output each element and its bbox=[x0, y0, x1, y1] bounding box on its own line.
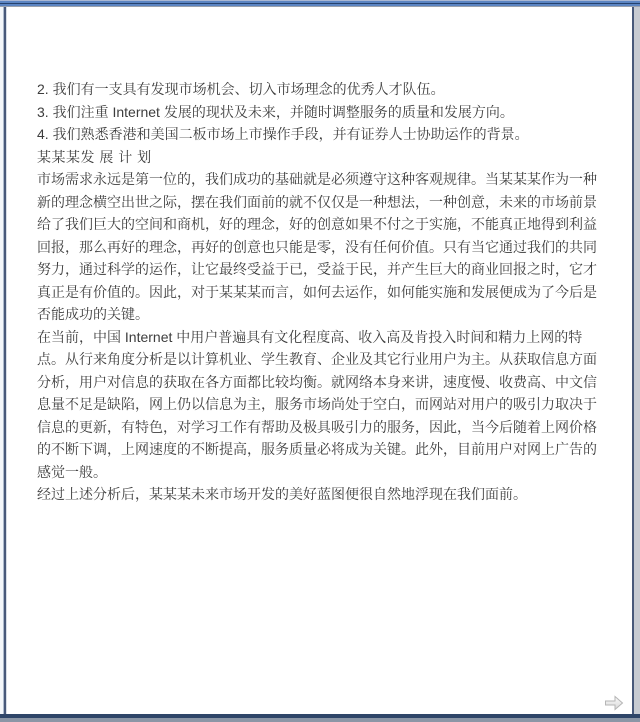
page-border-left bbox=[0, 0, 7, 722]
list-item-text: 我们熟悉香港和美国二板市场上市操作手段，并有证券人士协助运作的背景。 bbox=[52, 126, 529, 142]
paragraph: 市场需求永远是第一位的，我们成功的基础就是必须遵守这种客观规律。当某某某作为一种新的理念横空出世之际，摆在我们面前的就不仅仅是一种想法，一种创意，未来的市场前景给了我们巨大的空间和商机，好的理念，好的创意如果不付之于实施，不能真正地得到利益回报，那么再好的理念，再好的创意也只能是零，没有任何价值。只有当它通过我们的共同努力，通过科学的运作，让它最终受益于已，受益于民，并产生巨大的商业回报之时，它才真正是有价值的。因此，对于某某某而言，如何去运作，如何能实施和发展便成为了今后是否能成功的关键。 bbox=[37, 171, 597, 322]
list-item-number: 4. bbox=[37, 126, 49, 142]
section-heading: 某某某发 展 计 划 bbox=[37, 148, 152, 165]
next-page-arrow-icon[interactable] bbox=[604, 695, 624, 711]
list-item-number: 3. bbox=[37, 103, 49, 120]
paragraph: 在当前，中国 Internet 中用户普遍具有文化程度高、收入高及肯投入时间和精力上网的特点。从行来角度分析是以计算机业、学生教育、企业及其它行业用户为主。从获取信息方面分析，用户对信息的获取在各方面都比较均衡。就网络本身来讲，速度慢、收费高、中文信息量不足是缺陷，网上仍以信息为主，服务市场尚处于空白，而网站对用户的吸引力取决于信息的更新，有特色，对学习工作有帮助及极具吸引力的服务，因此，当今后随着上网价格的不断下调，上网速度的不断提高，服务质量必将成为关键。此外，目前用户对网上广告的感觉一般。 bbox=[37, 328, 597, 480]
list-item bbox=[37, 123, 600, 146]
paragraph: 经过上述分析后，某某某未来市场开发的美好蓝图便很自然地浮现在我们面前。 bbox=[37, 486, 527, 502]
list-item bbox=[37, 101, 600, 124]
list-item bbox=[37, 78, 600, 101]
list-item-number: 2. bbox=[37, 81, 49, 97]
page-border-bottom bbox=[0, 714, 640, 722]
page-border-right bbox=[632, 0, 640, 722]
page-border-top bbox=[0, 0, 640, 7]
list-item-text: 我们注重 Internet 发展的现状及未来，并随时调整服务的质量和发展方向。 bbox=[52, 103, 514, 120]
list-item-text: 我们有一支具有发现市场机会、切入市场理念的优秀人才队伍。 bbox=[52, 81, 445, 97]
